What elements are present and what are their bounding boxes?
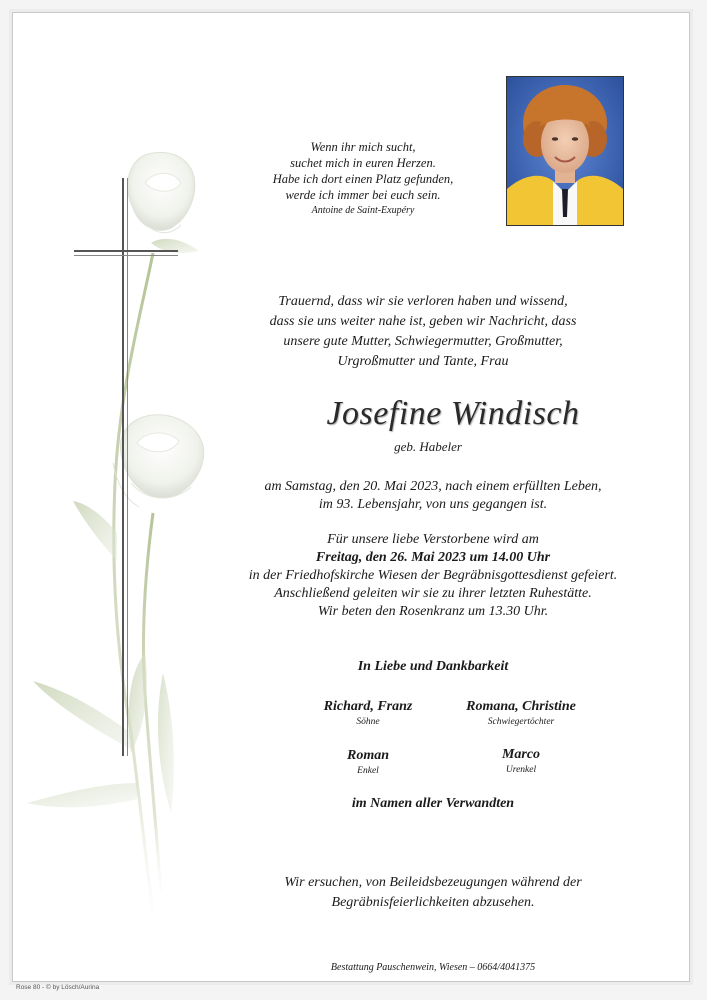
mourner-entry [451,746,591,776]
quote-block [243,139,483,218]
funeral-date-time: Freitag, den 26. Mai 2023 um 14.00 Uhr [315,550,551,565]
portrait-image [507,77,623,225]
mourner-relation: Urenkel [505,765,537,775]
funeral-line: Wir beten den Rosenkranz um 13.30 Uhr. [317,604,549,619]
request-line: Wir ersuchen, von Beileidsbezeugungen während der [284,875,582,890]
rose-lower [113,415,204,507]
intro-line: dass sie uns weiter nahe ist, geben wir Nachricht, dass [269,314,577,329]
funeral-line: Anschließend geleiten wir sie zu ihrer letzten Ruhestätte. [274,586,592,601]
intro-line: Urgroßmutter und Tante, Frau [337,354,509,369]
leaf [128,653,146,753]
leaf [158,673,174,813]
cross-and-roses-decoration [13,13,253,981]
mourner-relation: Schwiegertöchter [487,717,555,727]
quote-line: werde ich immer bei euch sein. [285,188,441,202]
mourner-entry [298,747,438,777]
funeral-line: in der Friedhofskirche Wiesen der Begräbnisgottesdienst gefeiert. [248,568,618,583]
funeral-home-footer: Bestattung Pauschenwein, Wiesen – 0664/4041375 [330,962,536,973]
mourner-name: Richard, Franz [323,699,413,714]
passing-details [253,478,613,514]
rose-upper [128,152,195,232]
leaf [27,783,137,807]
portrait-photo [506,76,624,226]
quote-author: Antoine de Saint-Exupéry [311,205,415,216]
obituary-card [12,12,690,982]
quote-line: Habe ich dort einen Platz gefunden, [272,172,454,186]
condolence-request [233,873,633,913]
mourner-name: Roman [346,748,389,763]
mourner-relation: Söhne [356,717,380,727]
passing-line: im 93. Lebensjahr, von uns gegangen ist. [318,497,548,512]
mourner-entry [298,698,438,728]
quote-line: suchet mich in euren Herzen. [290,156,436,170]
intro-line: Trauernd, dass wir sie verloren haben und wissend, [278,294,568,309]
deceased-name: Josefine Windisch [326,395,580,432]
mourner-relation: Enkel [357,766,379,776]
intro-line: unsere gute Mutter, Schwiegermutter, Großmutter, [283,334,563,349]
rose-stem-lower [143,513,161,893]
behalf-line: im Namen aller Verwandten [351,796,515,811]
image-credit: Rose 80 - © by Lösch/Aurina [16,984,100,991]
funeral-line: Für unsere liebe Verstorbene wird am [327,532,539,547]
leaf [73,501,117,561]
mourner-name: Marco [501,747,541,762]
mourner-entry [451,698,591,728]
thanks-heading: In Liebe und Dankbarkeit [357,659,509,674]
passing-line: am Samstag, den 20. Mai 2023, nach einem erfüllten Leben, [264,479,602,494]
maiden-name: geb. Habeler [394,439,462,454]
request-line: Begräbnisfeierlichkeiten abzusehen. [331,895,535,910]
leaf [33,681,131,749]
funeral-details [233,531,633,621]
quote-line: Wenn ihr mich sucht, [310,140,416,154]
announcement-intro [258,292,588,372]
mourner-name: Romana, Christine [466,699,576,714]
